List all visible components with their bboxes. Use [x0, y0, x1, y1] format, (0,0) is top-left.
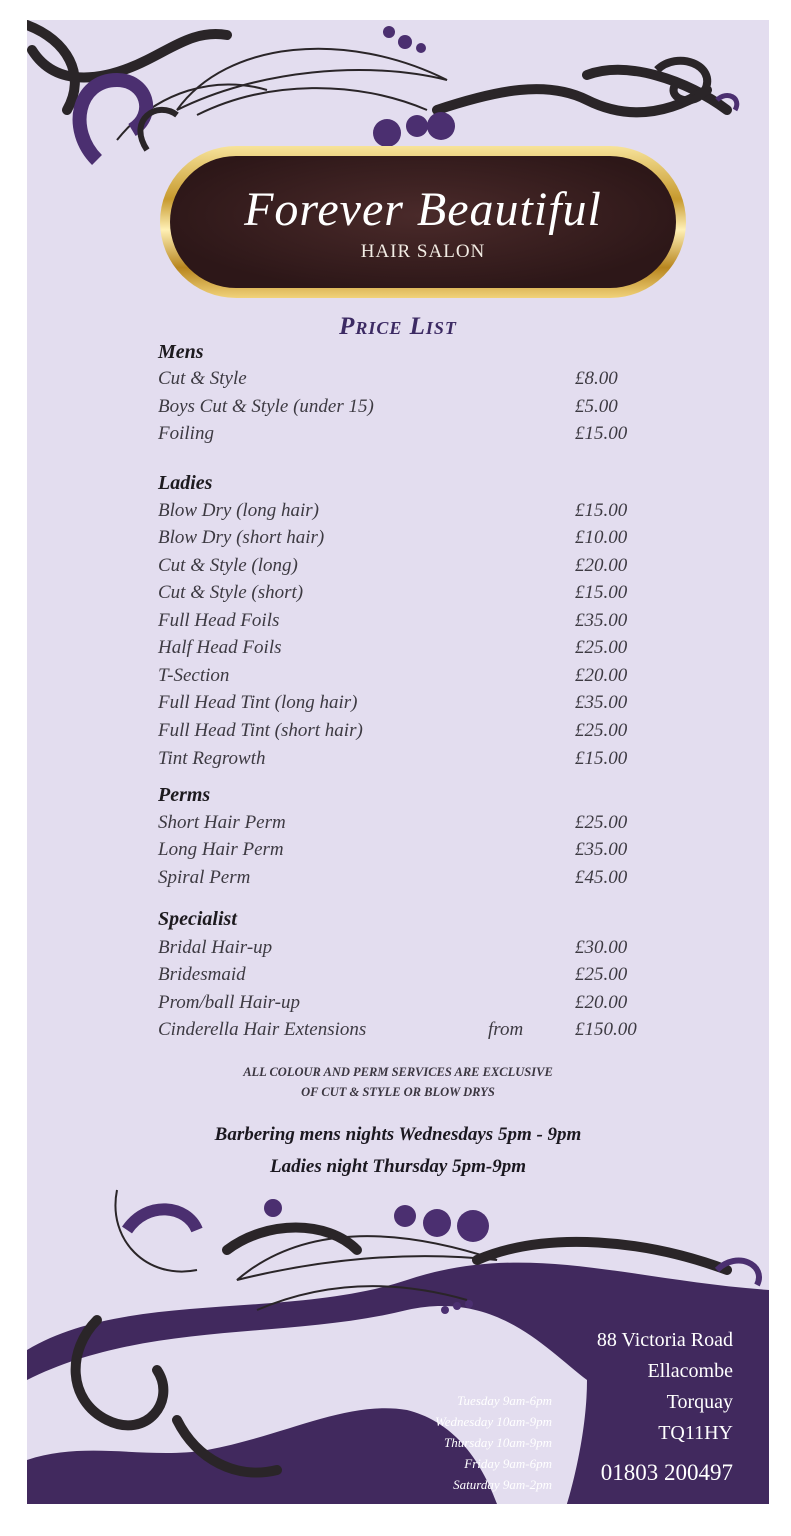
service-price: £150.00 [575, 1019, 637, 1040]
price-row [158, 839, 658, 865]
opening-hours [367, 1390, 552, 1495]
address-line: Torquay [666, 1391, 733, 1413]
hours-line: Friday 9am-6pm [464, 1456, 552, 1471]
price-row [158, 368, 658, 394]
service-price: £20.00 [575, 665, 628, 686]
service-price: £30.00 [575, 937, 628, 958]
service-name: Tint Regrowth [158, 748, 266, 769]
service-price: £15.00 [575, 748, 628, 769]
section-title-perms: Perms [158, 784, 211, 806]
note-line: ALL COLOUR AND PERM SERVICES ARE EXCLUSIVE [243, 1065, 553, 1079]
service-name: Long Hair Perm [158, 839, 284, 860]
page-title: Price List [339, 313, 457, 340]
service-name: Full Head Tint (long hair) [158, 692, 358, 713]
service-name: Cut & Style (short) [158, 582, 304, 603]
logo-title: Forever Beautiful [244, 183, 602, 236]
service-name: Blow Dry (long hair) [158, 500, 319, 521]
service-name: Cut & Style [158, 368, 247, 389]
hours-line: Wednesday 10am-9pm [435, 1414, 552, 1429]
address-line: Ellacombe [647, 1360, 733, 1382]
service-price: £15.00 [575, 582, 628, 603]
section-title-ladies: Ladies [158, 472, 213, 494]
service-price: £25.00 [575, 812, 628, 833]
ladies-night-text: Ladies night Thursday 5pm-9pm [270, 1156, 526, 1177]
price-row [158, 423, 658, 449]
price-row [158, 396, 658, 422]
service-name: T-Section [158, 665, 230, 686]
service-price: £5.00 [575, 396, 618, 417]
service-name: Blow Dry (short hair) [158, 527, 325, 548]
service-price: £25.00 [575, 720, 628, 741]
service-price: £35.00 [575, 839, 628, 860]
price-row [158, 500, 658, 526]
mens-night-text: Barbering mens nights Wednesdays 5pm - 9pm [214, 1124, 582, 1145]
service-name: Half Head Foils [158, 637, 282, 658]
price-row [158, 665, 658, 691]
service-price: £35.00 [575, 610, 628, 631]
service-name: Boys Cut & Style (under 15) [158, 396, 374, 417]
price-row [158, 555, 658, 581]
price-row [158, 1019, 658, 1045]
service-name: Cinderella Hair Extensions [158, 1019, 367, 1040]
service-price: £15.00 [575, 423, 628, 444]
exclusions-note [27, 1062, 769, 1102]
note-line: OF CUT & STYLE OR BLOW DRYS [301, 1085, 495, 1099]
price-row [158, 527, 658, 553]
salon-logo [160, 146, 686, 298]
hours-line: Thursday 10am-9pm [444, 1435, 552, 1450]
section-title-specialist: Specialist [158, 908, 237, 930]
service-price: £35.00 [575, 692, 628, 713]
service-name: Bridesmaid [158, 964, 246, 985]
hours-line: Tuesday 9am-6pm [457, 1393, 552, 1408]
service-name: Full Head Tint (short hair) [158, 720, 363, 741]
service-name: Foiling [158, 423, 214, 444]
service-price: £15.00 [575, 500, 628, 521]
price-row [158, 748, 658, 774]
service-price: £20.00 [575, 555, 628, 576]
service-price: £25.00 [575, 964, 628, 985]
phone-number[interactable]: 01803 200497 [600, 1460, 733, 1485]
logo-plate [170, 156, 676, 288]
price-list-flyer [27, 20, 769, 1504]
service-price: £45.00 [575, 867, 628, 888]
address-line: 88 Victoria Road [596, 1329, 733, 1351]
logo-subtitle: HAIR SALON [360, 241, 486, 262]
service-name: Short Hair Perm [158, 812, 286, 833]
hours-line: Saturday 9am-2pm [453, 1477, 552, 1492]
service-name: Full Head Foils [158, 610, 280, 631]
price-row [158, 637, 658, 663]
price-row [158, 937, 658, 963]
service-price: £25.00 [575, 637, 628, 658]
price-row [158, 582, 658, 608]
service-price: £10.00 [575, 527, 628, 548]
price-row [158, 992, 658, 1018]
address-block [597, 1325, 733, 1449]
service-name: Prom/ball Hair-up [158, 992, 300, 1013]
price-qualifier: from [488, 1019, 524, 1040]
price-row [158, 812, 658, 838]
service-price: £20.00 [575, 992, 628, 1013]
price-row [158, 867, 658, 893]
service-price: £8.00 [575, 368, 618, 389]
price-row [158, 692, 658, 718]
section-title-mens: Mens [158, 341, 204, 363]
price-row [158, 610, 658, 636]
service-name: Spiral Perm [158, 867, 251, 888]
price-row [158, 964, 658, 990]
service-name: Cut & Style (long) [158, 555, 298, 576]
price-row [158, 720, 658, 746]
address-line: TQ11HY [658, 1422, 733, 1444]
service-name: Bridal Hair-up [158, 937, 273, 958]
